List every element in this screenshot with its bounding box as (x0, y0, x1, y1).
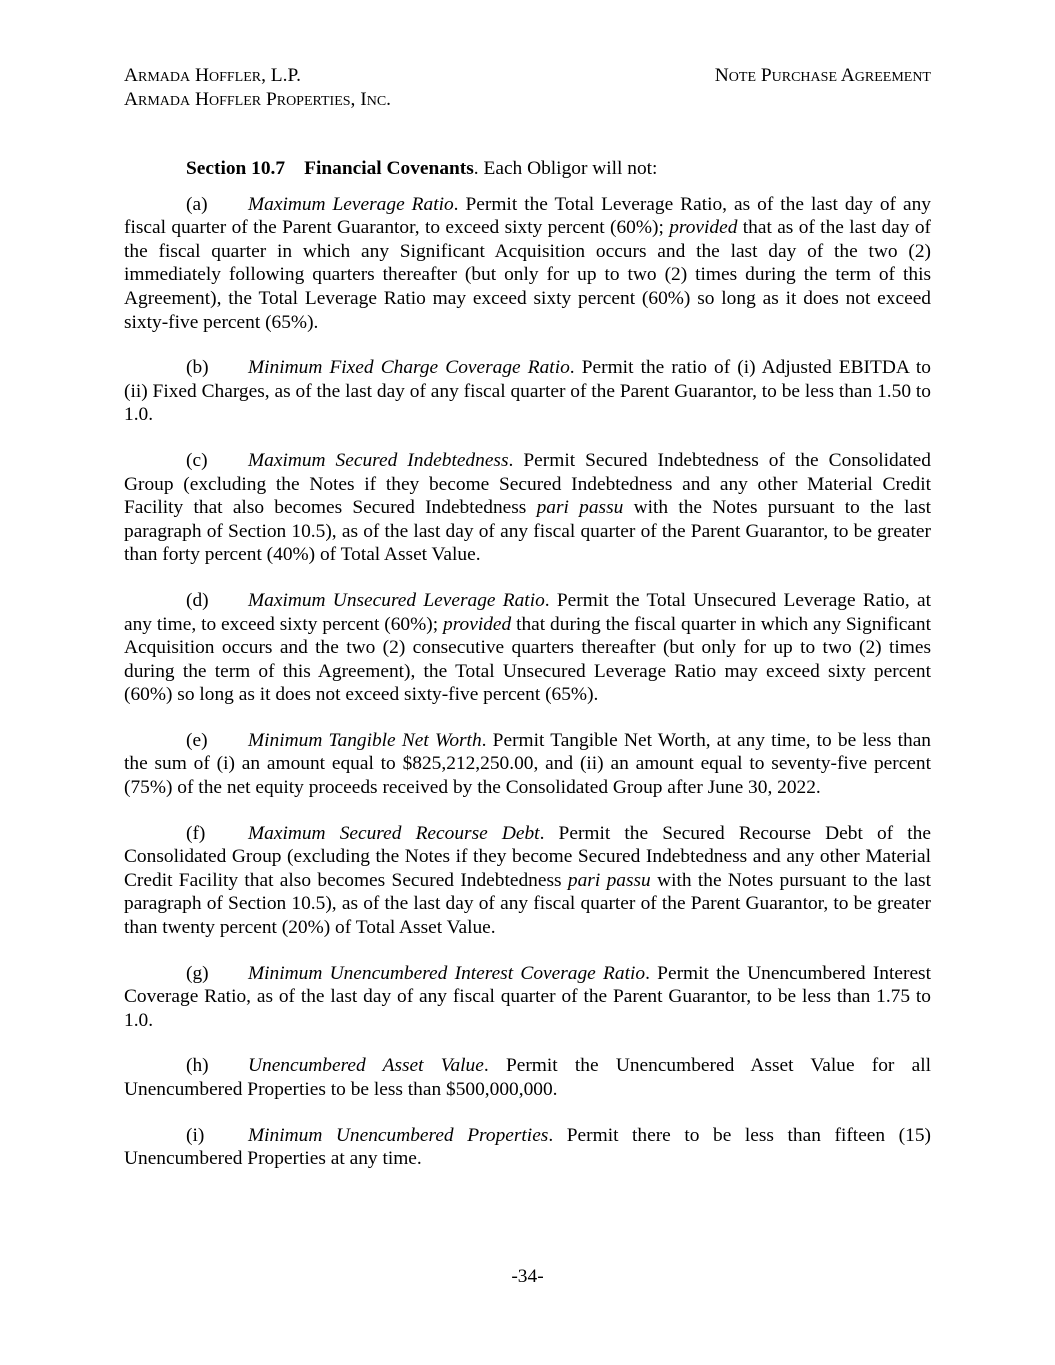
paragraph-label: (i) (186, 1124, 205, 1146)
paragraph-title: Minimum Tangible Net Worth (248, 729, 482, 751)
paragraph-label: (b) (186, 357, 209, 379)
paragraph-text-continued: that as of the last day of the fiscal quarter in which any Significant Acquisition occurs and the last day of the two (2) immediately following quarters thereafter (but only for up to two (2) times during the term of this Agreement), the Total Leverage Ratio may exceed sixty percent (60%) so long as it does not exceed sixty-five percent (65%). (124, 217, 931, 333)
paragraph-label: (c) (186, 449, 208, 471)
paragraph-text: . Permit there to be less than fifteen (15) Unencumbered Properties at any time. (124, 1124, 931, 1170)
paragraph-label: (d) (186, 589, 209, 611)
paragraph-title: Minimum Unencumbered Properties (248, 1124, 549, 1146)
covenant-paragraph-h (124, 1054, 931, 1101)
covenant-paragraph-f (124, 822, 931, 940)
covenant-paragraph-c (124, 449, 931, 567)
paragraph-text-continued: with the Notes pursuant to the last paragraph of Section 10.5), as of the last day of any fiscal quarter of the Parent Guarantor, to be greater than forty percent (40%) of Total Asset Value. (124, 497, 931, 566)
paragraph-emphasis: pari passu (536, 497, 624, 519)
paragraph-label: (h) (186, 1055, 209, 1077)
paragraph-text: . Permit the Secured Recourse Debt of the Consolidated Group (excluding the Notes if they become Secured Indebtedness and any other Material Credit Facility that also becomes Secured Indebtedness (124, 822, 931, 891)
page-number: -34- (511, 1266, 544, 1287)
paragraph-label: (a) (186, 193, 208, 215)
covenant-paragraph-i (124, 1124, 931, 1171)
covenant-paragraph-d (124, 589, 931, 707)
covenant-paragraph-a (124, 193, 931, 335)
header-document-title: Note Purchase Agreement (714, 65, 931, 86)
paragraph-title: Unencumbered Asset Value (248, 1055, 484, 1077)
covenant-paragraph-e (124, 729, 931, 800)
section-heading (124, 157, 931, 181)
paragraph-title: Maximum Leverage Ratio (248, 193, 454, 215)
paragraph-label: (e) (186, 729, 208, 751)
paragraph-title: Minimum Fixed Charge Coverage Ratio (248, 357, 570, 379)
section-intro: . Each Obligor will not: (473, 158, 658, 179)
paragraph-title: Maximum Unsecured Leverage Ratio (248, 589, 545, 611)
paragraph-text: . Permit Tangible Net Worth, at any time, to be less than the sum of (i) an amount equal to $825,212,250.00, and (ii) an amount equal to seventy-five percent (75%) of the net equity proceeds received by the Consolidated Group after June 30, 2022. (124, 729, 932, 799)
paragraph-label: (g) (186, 962, 209, 984)
paragraph-text-continued: that during the fiscal quarter in which any Significant Acquisition occurs and the two (2) consecutive quarters thereafter (but only for up to two (2) times during the term of this Agreement), the Total Unsecured Leverage Ratio may exceed sixty percent (60%) so long as it does not exceed sixty-five percent (65%). (124, 613, 931, 706)
header-left (124, 64, 391, 112)
paragraph-emphasis: provided (443, 613, 512, 635)
section-title: Financial Covenants (304, 158, 474, 179)
paragraph-text: . Permit the Total Leverage Ratio, as of the last day of any fiscal quarter of the Parent Guarantor, to exceed sixty percent (60%); (124, 193, 931, 239)
covenant-paragraph-b (124, 356, 931, 427)
document-body (124, 157, 931, 1193)
header-company-lp: Armada Hoffler, L.P. (124, 65, 301, 86)
paragraph-emphasis: pari passu (567, 869, 651, 891)
paragraph-text: . Permit Secured Indebtedness of the Consolidated Group (excluding the Notes if they become Secured Indebtedness and any other Material Credit Facility that also becomes Secured Indebtedness (124, 449, 931, 519)
paragraph-title: Maximum Secured Indebtedness (248, 449, 509, 471)
covenant-paragraph-g (124, 962, 931, 1033)
paragraph-title: Minimum Unencumbered Interest Coverage Ratio (248, 962, 646, 984)
paragraph-title: Maximum Secured Recourse Debt (248, 822, 540, 844)
paragraph-text: . Permit the Unencumbered Interest Coverage Ratio, as of the last day of any fiscal quarter of the Parent Guarantor, to be less than 1.75 to 1.0. (124, 962, 931, 1031)
paragraph-text: . Permit the ratio of (i) Adjusted EBITDA to (ii) Fixed Charges, as of the last day of any fiscal quarter of the Parent Guarantor, to be less than 1.50 to 1.0. (124, 357, 931, 426)
paragraph-emphasis: provided (669, 217, 738, 239)
paragraph-text: . Permit the Total Unsecured Leverage Ratio, at any time, to exceed sixty percent (60%); (124, 589, 931, 635)
section-number: Section 10.7 (186, 158, 286, 179)
paragraph-text-continued: with the Notes pursuant to the last paragraph of Section 10.5), as of the last day of any fiscal quarter of the Parent Guarantor, to be greater than twenty percent (20%) of Total Asset Value. (124, 869, 931, 939)
header-company-inc: Armada Hoffler Properties, Inc. (124, 89, 392, 110)
paragraph-text: . Permit the Unencumbered Asset Value for all Unencumbered Properties to be less than $500,000,000. (124, 1055, 932, 1100)
paragraph-label: (f) (186, 822, 206, 844)
